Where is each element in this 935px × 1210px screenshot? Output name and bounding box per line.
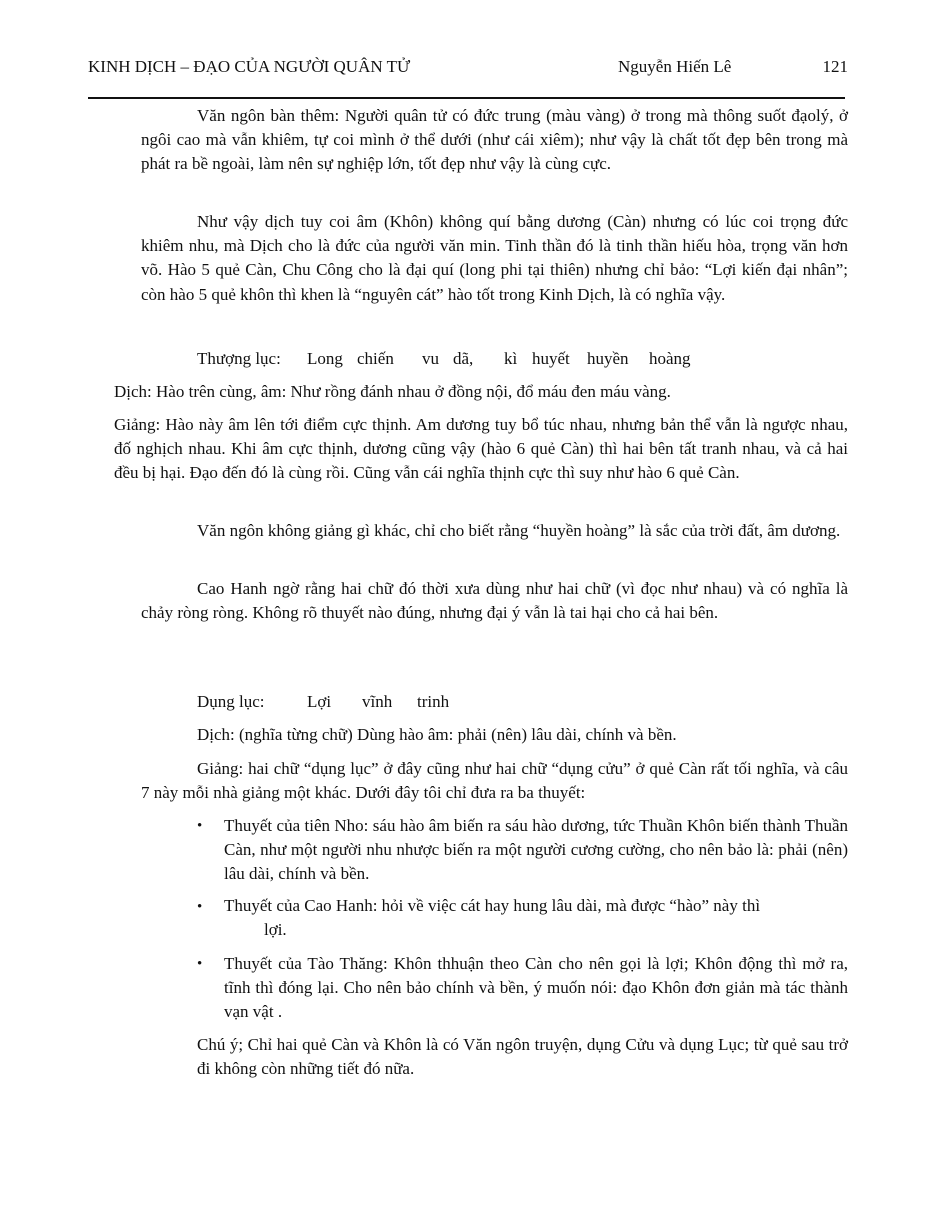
bullet-item: Thuyết của tiên Nho: sáu hào âm biến ra sáu hào dương, tức Thuần Khôn biến thành Thuần Càn, như một người nhu nhược biến ra một người cương cường, cho nên bảo là: phải (nên) lâu dài, chính và bền. [224, 816, 848, 884]
thuong-luc-verse [197, 349, 691, 369]
verse-word: huyết [532, 349, 570, 368]
paragraph-nhu-vay: Như vậy dịch tuy coi âm (Khôn) không quí bằng dương (Càn) nhưng có lúc coi trọng đức khiêm nhu, mà Dịch cho là đức của người văn min. Tinh thần đó là tinh thần hiếu hòa, trọng văn hơn võ. Hào 5 quẻ Càn, Chu Công cho là đại quí (long phi tại thiên) nhưng chỉ bảo: “Lợi kiến đại nhân”; còn hào 5 quẻ khôn thì khen là “nguyên cát” hào tốt trong Kinh Dịch, là có nghĩa vậy. [141, 212, 848, 304]
verse-word: chiến [357, 349, 394, 368]
bullet-marker: • [197, 899, 203, 915]
verse-word: hoàng [649, 349, 691, 368]
author-name: Nguyễn Hiến Lê [618, 57, 732, 76]
bullet-item: Thuyết của Tào Thăng: Khôn thhuận theo Càn cho nên gọi là lợi; Khôn động thì mở ra, tĩnh thì đóng lại. Cho nên bảo chính và bền, ý muốn nói: đạo Khôn đơn giản mà tác thành vạn vật . [224, 954, 848, 1022]
bullet-marker: • [197, 956, 203, 972]
paragraph-note: Chú ý; Chỉ hai quẻ Càn và Khôn là có Văn ngôn truyện, dụng Cửu và dụng Lục; từ quẻ sau trở đi không còn những tiết đó nữa. [197, 1035, 848, 1079]
dung-luc-label: Dụng lục: [197, 692, 265, 711]
verse-word: vĩnh [362, 692, 393, 711]
verse-word: dã, [453, 349, 474, 368]
verse-word: huyền [587, 349, 629, 368]
paragraph-van-ngon-2: Văn ngôn không giảng gì khác, chỉ cho biết rằng “huyền hoàng” là sắc của trời đất, âm dương. [197, 521, 841, 540]
bullet-item-continuation: lợi. [264, 920, 287, 939]
page-header [88, 57, 848, 81]
paragraph-cao-hanh: Cao Hanh ngờ rằng hai chữ đó thời xưa dùng như hai chữ (vì đọc như nhau) và có nghĩa là chảy ròng ròng. Không rõ thuyết nào đúng, nhưng đại ý vẫn là tai hại cho cả hai bên. [141, 579, 848, 623]
verse-word: trinh [417, 692, 450, 711]
book-title: KINH DỊCH – ĐẠO CỦA NGƯỜI QUÂN TỬ [88, 57, 411, 76]
bullet-marker: • [197, 818, 203, 834]
verse-word: Long [307, 349, 343, 368]
verse-word: kì [504, 349, 518, 368]
header-rule [88, 97, 845, 99]
dung-luc-verse [197, 692, 450, 712]
bullet-item: Thuyết của Cao Hanh: hỏi về việc cát hay hung lâu dài, mà được “hào” này thì [224, 896, 761, 915]
dich-line-1: Dịch: Hào trên cùng, âm: Như rồng đánh nhau ở đồng nội, đổ máu đen máu vàng. [114, 382, 671, 401]
paragraph-giang-2: Giảng: hai chữ “dụng lục” ở đây cũng như hai chữ “dụng cửu” ở quẻ Càn rất tối nghĩa, và câu 7 này mỗi nhà giảng một khác. Dưới đây tôi chỉ đưa ra ba thuyết: [141, 759, 848, 803]
verse-word: Lợi [307, 692, 332, 711]
verse-word: vu [422, 349, 439, 368]
dich-line-2: Dịch: (nghĩa từng chữ) Dùng hào âm: phải (nên) lâu dài, chính và bền. [197, 725, 677, 744]
paragraph-giang-1: Giảng: Hào này âm lên tới điểm cực thịnh. Am dương tuy bổ túc nhau, nhưng bản thể vẫn là ngược nhau, đố nghịch nhau. Khi âm cực thịnh, dương cũng vậy (hào 6 quẻ Càn) thì hai bên tất tranh nhau, và cả hai đều bị hại. Đạo đến đó là cùng rồi. Cũng vẫn cái nghĩa thịnh cực thì suy như hào 6 quẻ Càn. [114, 415, 848, 483]
thuong-luc-label: Thượng lục: [197, 349, 281, 368]
page-number: 121 [822, 57, 848, 76]
paragraph-van-ngon-1: Văn ngôn bàn thêm: Người quân tử có đức trung (màu vàng) ở trong mà thông suốt đạolý, ở ngôi cao mà vẫn khiêm, tự coi mình ở thể dưới (như cái xiêm); như vậy là chất tốt đẹp bên trong mà phát ra bề ngoài, làm nên sự nghiệp lớn, tốt đẹp như vậy là cùng cực. [141, 106, 848, 174]
